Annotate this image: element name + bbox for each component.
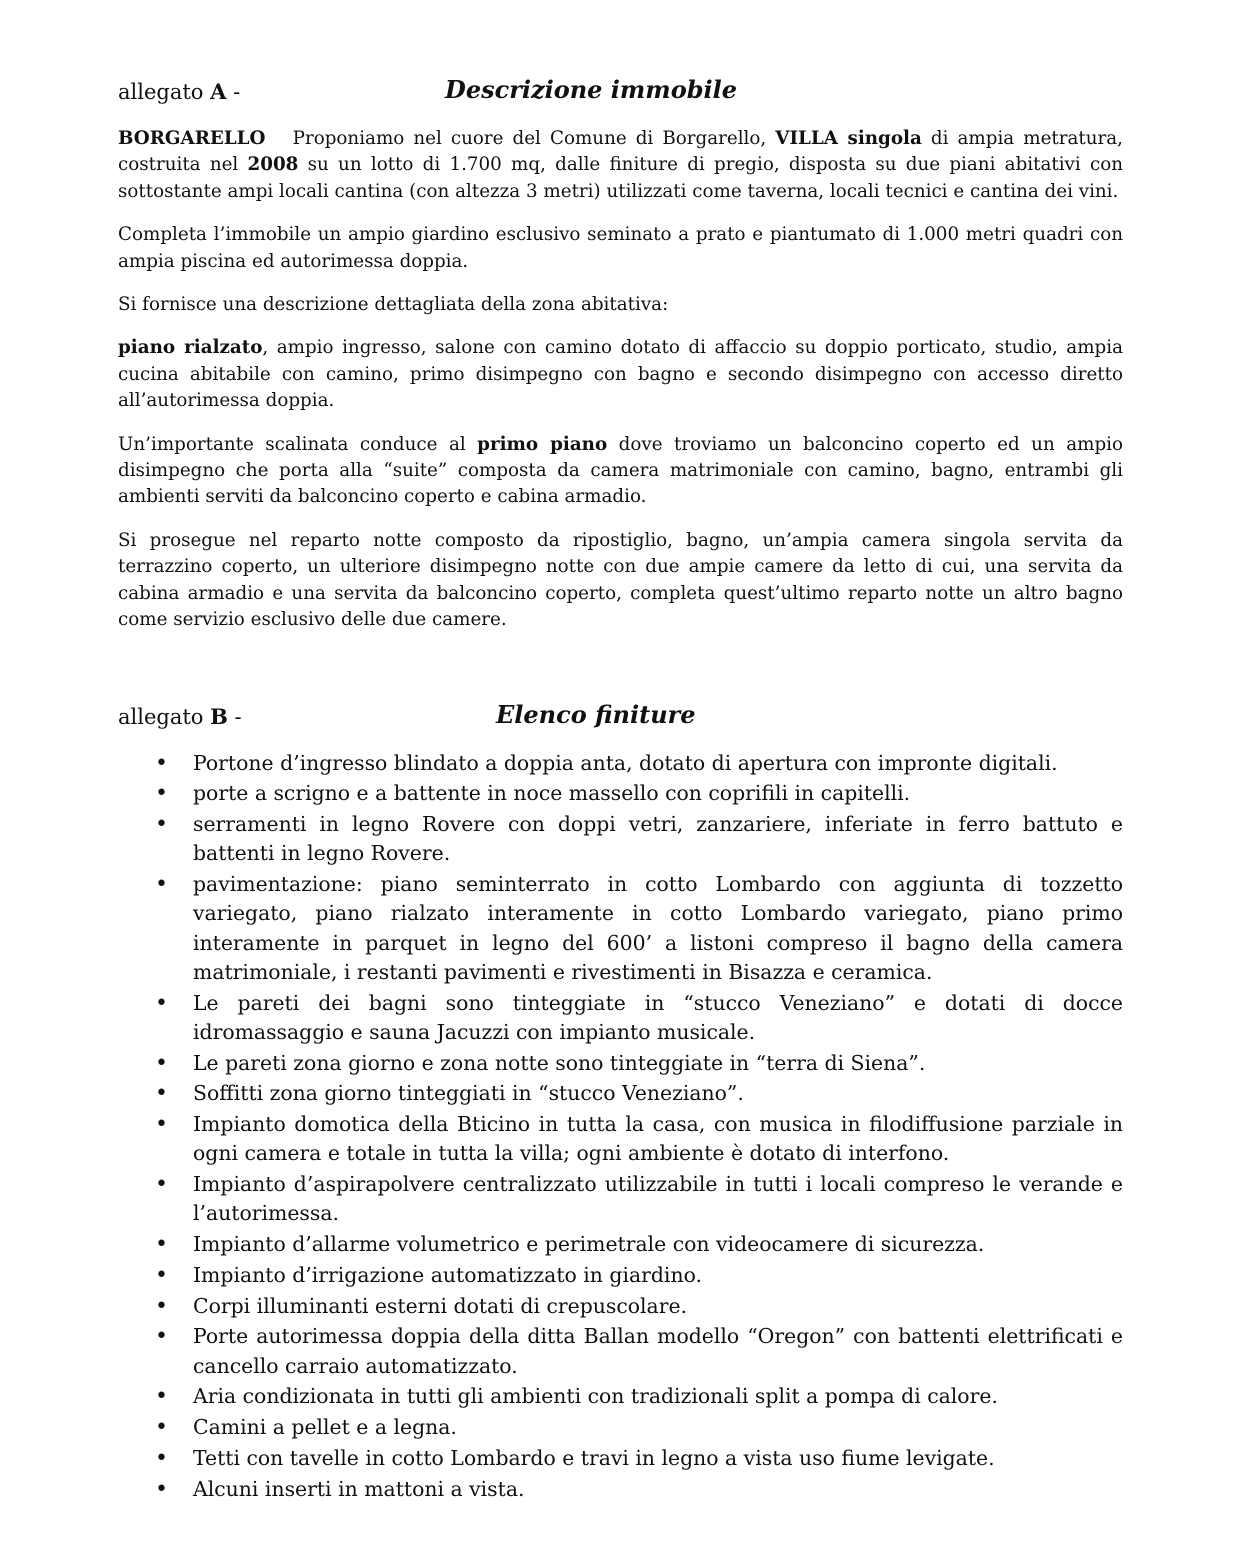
- bullet-icon: •: [155, 781, 168, 807]
- list-item-text: Soffitti zona giorno tinteggiati in “stucco Veneziano”.: [193, 1081, 744, 1106]
- paragraph-first-floor: [118, 432, 1123, 511]
- bullet-icon: •: [155, 1476, 168, 1502]
- section-b-title: Elenco finiture: [496, 699, 696, 729]
- bullet-icon: •: [155, 1232, 168, 1258]
- first-floor-text-2: dove troviamo un balconcino coperto ed un ampio disimpegno che porta alla “suite” composta da camera matrimoniale con camino, bagno, entrambi gli ambienti serviti da balconcino coperto e cabina armadio.: [118, 433, 1123, 508]
- list-item-text: serramenti in legno Rovere con doppi vetri, zanzariere, inferiate in ferro battuto e battenti in legno Rovere.: [193, 812, 1123, 866]
- intro-text-2: di ampia metratura, costruita nel: [118, 128, 1123, 176]
- list-item: [118, 1230, 1123, 1259]
- villa-type: VILLA singola: [775, 128, 922, 149]
- list-item-text: Corpi illuminanti esterni dotati di crepuscolare.: [193, 1293, 688, 1318]
- ground-floor-label: piano rialzato: [118, 337, 263, 359]
- bullet-icon: •: [155, 1262, 168, 1288]
- bullet-icon: •: [155, 872, 168, 898]
- section-b-letter: B: [210, 703, 228, 729]
- list-item-text: Impianto d’irrigazione automatizzato in giardino.: [193, 1262, 702, 1287]
- ground-floor-text: , ampio ingresso, salone con camino dotato di affaccio su doppio porticato, studio, ampia cucina abitabile con camino, primo disimpegno con bagno e secondo disimpegno con accesso diretto all’autorimessa doppia.: [118, 337, 1123, 412]
- document-page: [118, 70, 1123, 1506]
- bullet-icon: •: [155, 812, 168, 838]
- bullet-icon: •: [155, 750, 168, 776]
- section-b-header: [118, 695, 1123, 735]
- list-item: [118, 1475, 1123, 1504]
- bullet-icon: •: [155, 1050, 168, 1076]
- bullet-icon: •: [155, 1415, 168, 1441]
- first-floor-label: primo piano: [477, 433, 608, 455]
- section-b-label: [118, 697, 242, 737]
- section-a-letter: A: [210, 79, 227, 104]
- list-item-text: Impianto d’aspirapolvere centralizzato utilizzabile in tutti i locali compreso le verande e l’autorimessa.: [193, 1172, 1123, 1226]
- bullet-icon: •: [155, 1172, 168, 1198]
- location-name: BORGARELLO: [118, 128, 266, 149]
- section-a-header: [118, 70, 1123, 110]
- paragraph-zone-intro: Si fornisce una descrizione dettagliata della zona abitativa:: [118, 294, 669, 316]
- bullet-icon: •: [155, 1384, 168, 1410]
- paragraph-night-area: Si prosegue nel reparto notte composto da ripostiglio, bagno, un’ampia camera singola servita da terrazzino coperto, un ulteriore disimpegno notte con due ampie camere da letto di cui, una servita da cabina armadio e una servita da balconcino coperto, completa quest’ultimo reparto notte un altro bagno come servizio esclusivo delle due camere.: [118, 529, 1123, 631]
- list-item: [118, 810, 1123, 868]
- list-item-text: Le pareti zona giorno e zona notte sono tinteggiate in “terra di Siena”.: [193, 1050, 926, 1075]
- list-item-text: Impianto d’allarme volumetrico e perimetrale con videocamere di sicurezza.: [193, 1232, 985, 1257]
- section-a-dash: -: [226, 80, 241, 104]
- bullet-icon: •: [155, 1324, 168, 1350]
- section-a-prefix: allegato: [118, 80, 211, 104]
- list-item-text: porte a scrigno e a battente in noce massello con coprifili in capitelli.: [193, 781, 911, 806]
- intro-text-1: Proponiamo nel cuore del Comune di Borgarello,: [265, 128, 776, 149]
- list-item-text: Portone d’ingresso blindato a doppia anta, dotato di apertura con impronte digitali.: [193, 750, 1058, 775]
- section-b-dash: -: [227, 704, 242, 729]
- list-item: [118, 870, 1123, 987]
- bullet-icon: •: [155, 1293, 168, 1319]
- list-item-text: Aria condizionata in tutti gli ambienti con tradizionali split a pompa di calore.: [193, 1384, 998, 1409]
- list-item-text: pavimentazione: piano seminterrato in cotto Lombardo con aggiunta di tozzetto variegato, piano rialzato interamente in cotto Lombardo variegato, piano primo interamente in parquet in legno del 600’ a listoni compreso il bagno della camera matrimoniale, i restanti pavimenti e rivestimenti in Bisazza e ceramica.: [193, 872, 1123, 984]
- bullet-icon: •: [155, 1446, 168, 1472]
- list-item: [118, 1110, 1123, 1168]
- list-item: [118, 1382, 1123, 1411]
- list-item: [118, 1261, 1123, 1290]
- list-item: [118, 1413, 1123, 1442]
- bullet-icon: •: [155, 990, 168, 1016]
- list-item-text: Alcuni inserti in mattoni a vista.: [193, 1476, 525, 1501]
- finiture-list: [118, 749, 1123, 1505]
- section-a-label: [118, 72, 240, 112]
- list-item: [118, 1049, 1123, 1078]
- list-item: [118, 1322, 1123, 1380]
- list-item-text: Impianto domotica della Bticino in tutta la casa, con musica in filodiffusione parziale in ogni camera e totale in tutta la villa; ogni ambiente è dotato di interfono.: [193, 1112, 1123, 1166]
- list-item-text: Porte autorimessa doppia della ditta Ballan modello “Oregon” con battenti elettrificati e cancello carraio automatizzato.: [193, 1324, 1123, 1378]
- build-year: 2008: [247, 154, 299, 176]
- paragraph-garden: Completa l’immobile un ampio giardino esclusivo seminato a prato e piantumato di 1.000 metri quadri con ampia piscina ed autorimessa doppia.: [118, 224, 1123, 272]
- list-item: [118, 1170, 1123, 1228]
- section-b-prefix: allegato: [118, 704, 211, 729]
- section-a-title: Descrizione immobile: [445, 75, 737, 104]
- list-item: [118, 1292, 1123, 1321]
- list-item-text: Tetti con tavelle in cotto Lombardo e travi in legno a vista uso fiume levigate.: [193, 1446, 995, 1471]
- list-item: [118, 989, 1123, 1047]
- list-item: [118, 779, 1123, 808]
- intro-text-3: su un lotto di 1.700 mq, dalle finiture di pregio, disposta su due piani abitativi con sottostante ampi locali cantina (con altezza 3 metri) utilizzati come taverna, locali tecnici e cantina dei vini.: [118, 154, 1123, 202]
- list-item-text: Camini a pellet e a legna.: [193, 1415, 457, 1440]
- paragraph-intro: [118, 126, 1123, 205]
- list-item: [118, 1444, 1123, 1473]
- bullet-icon: •: [155, 1112, 168, 1138]
- list-item: [118, 749, 1123, 778]
- bullet-icon: •: [155, 1081, 168, 1107]
- list-item-text: Le pareti dei bagni sono tinteggiate in “stucco Veneziano” e dotati di docce idromassaggio e sauna Jacuzzi con impianto musicale.: [193, 990, 1123, 1044]
- paragraph-ground-floor: [118, 335, 1123, 414]
- list-item: [118, 1079, 1123, 1108]
- first-floor-text-1: Un’importante scalinata conduce al: [118, 433, 478, 455]
